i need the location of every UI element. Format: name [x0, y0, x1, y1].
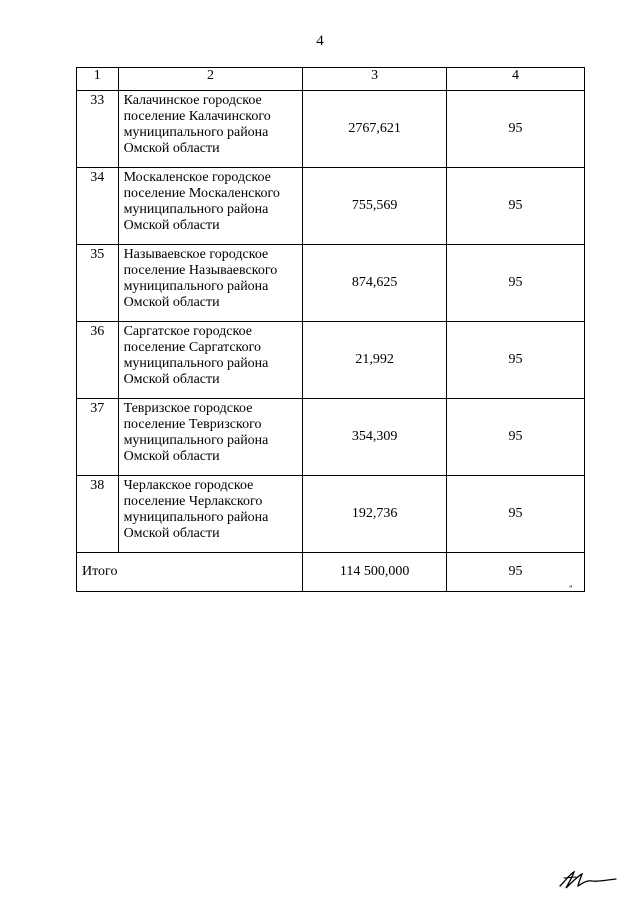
table-row [77, 322, 585, 399]
settlement-name: Называевское городское поселение Называевского муниципального района Омской области [118, 245, 303, 322]
allocation-table [76, 67, 585, 592]
total-label: Итого [77, 553, 303, 592]
signature-image [556, 866, 620, 892]
settlement-name: Москаленское городское поселение Москаленского муниципального района Омской области [118, 168, 303, 245]
table-row [77, 399, 585, 476]
percent-value: 95 [446, 168, 584, 245]
amount-value: 874,625 [303, 245, 447, 322]
table-row [77, 476, 585, 553]
header-col-3: 3 [303, 68, 447, 91]
row-number: 34 [77, 168, 119, 245]
amount-value: 755,569 [303, 168, 447, 245]
header-col-1: 1 [77, 68, 119, 91]
page-number: 4 [316, 33, 324, 49]
amount-value: 354,309 [303, 399, 447, 476]
header-col-4: 4 [446, 68, 584, 91]
percent-value: 95 [446, 322, 584, 399]
settlement-name: Черлакское городское поселение Черлакского муниципального района Омской области [118, 476, 303, 553]
settlement-name: Саргатское городское поселение Саргатского муниципального района Омской области [118, 322, 303, 399]
amount-value: 192,736 [303, 476, 447, 553]
percent-value: 95 [446, 245, 584, 322]
amount-value: 21,992 [303, 322, 447, 399]
row-number: 33 [77, 91, 119, 168]
settlement-name: Тевризское городское поселение Тевризского муниципального района Омской области [118, 399, 303, 476]
row-number: 35 [77, 245, 119, 322]
total-amount: 114 500,000 [303, 553, 447, 592]
percent-value: 95 [446, 476, 584, 553]
settlement-name: Калачинское городское поселение Калачинского муниципального района Омской области [118, 91, 303, 168]
table-header-row [77, 68, 585, 91]
table-row [77, 168, 585, 245]
row-number: 38 [77, 476, 119, 553]
total-percent: 95 [446, 553, 584, 592]
closing-quote-mark: " [569, 584, 573, 594]
percent-value: 95 [446, 91, 584, 168]
total-row [77, 553, 585, 592]
row-number: 37 [77, 399, 119, 476]
amount-value: 2767,621 [303, 91, 447, 168]
table-row [77, 245, 585, 322]
header-col-2: 2 [118, 68, 303, 91]
percent-value: 95 [446, 399, 584, 476]
row-number: 36 [77, 322, 119, 399]
table-row [77, 91, 585, 168]
